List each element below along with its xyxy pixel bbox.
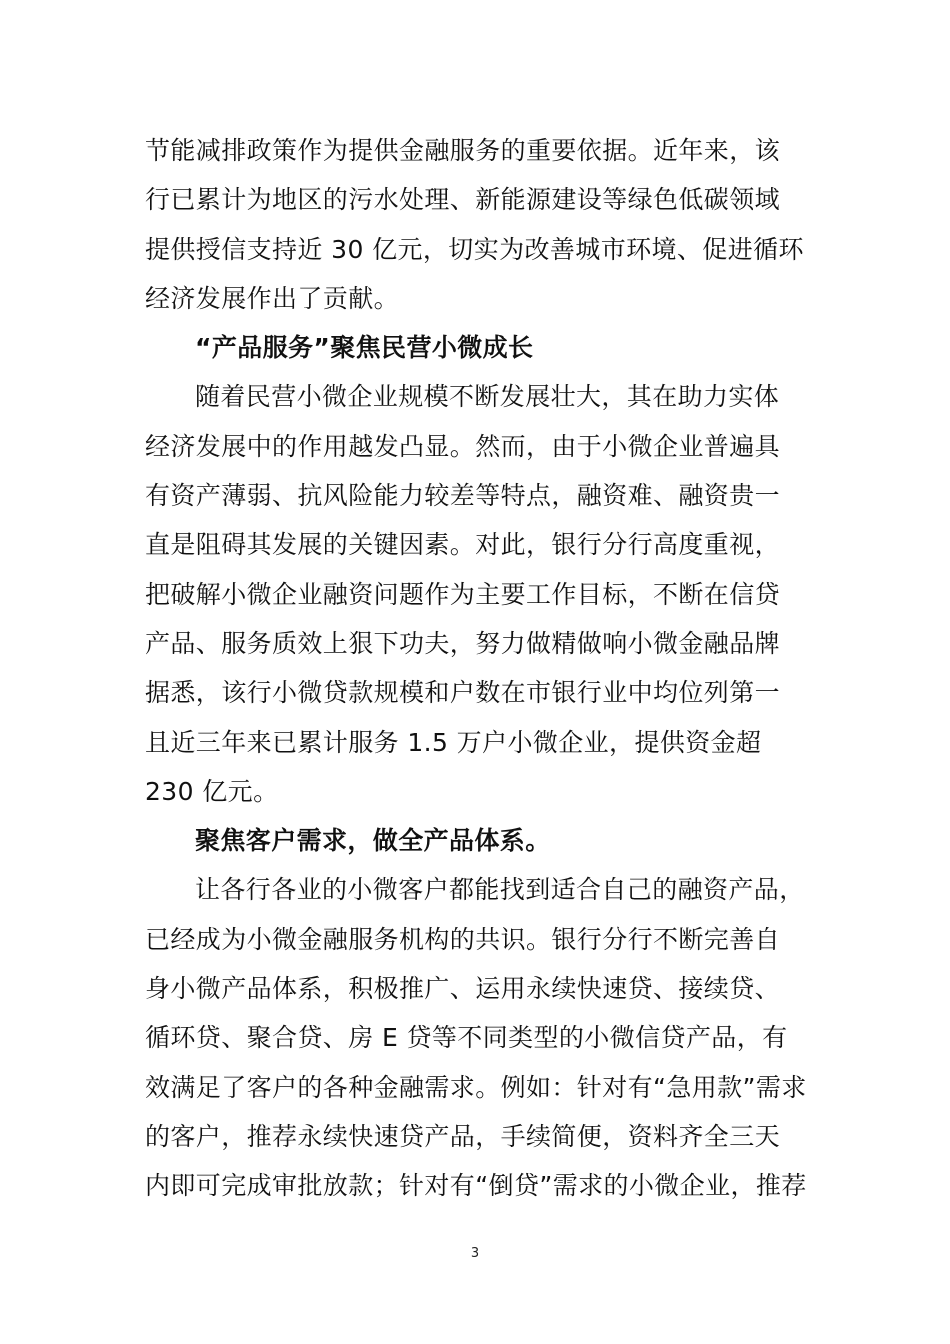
section-heading: 聚焦客户需求，做全产品体系。 <box>195 826 551 856</box>
paragraph <box>145 126 825 323</box>
text-line: 产品、服务质效上狠下功夫，努力做精做响小微金融品牌 <box>145 628 781 658</box>
text-line: 内即可完成审批放款；针对有“倒贷”需求的小微企业，推荐 <box>145 1171 807 1201</box>
text-line: 身小微产品体系，积极推广、运用永续快速贷、接续贷、 <box>145 974 781 1004</box>
text-line: 把破解小微企业融资问题作为主要工作目标，不断在信贷 <box>145 579 781 609</box>
text-line: 让各行各业的小微客户都能找到适合自己的融资产品， <box>195 875 805 905</box>
text-line: 提供授信支持近 30 亿元，切实为改善城市环境、促进循环 <box>145 234 804 264</box>
text-line: 经济发展作出了贡献。 <box>145 283 400 313</box>
text-line: 直是阻碍其发展的关键因素。对此，银行分行高度重视， <box>145 530 781 560</box>
text-line: 节能减排政策作为提供金融服务的重要依据。近年来，该 <box>145 136 781 165</box>
paragraph <box>145 372 825 816</box>
text-line: 行已累计为地区的污水处理、新能源建设等绿色低碳领域 <box>145 185 781 215</box>
text-line: 循环贷、聚合贷、房 E 贷等不同类型的小微信贷产品，有 <box>145 1023 788 1053</box>
text-line: 经济发展中的作用越发凸显。然而，由于小微企业普遍具 <box>145 431 781 461</box>
page-number: 3 <box>470 1246 480 1261</box>
section-heading: “产品服务”聚焦民营小微成长 <box>195 333 534 363</box>
text-line: 已经成为小微金融服务机构的共识。银行分行不断完善自 <box>145 924 781 954</box>
text-line: 230 亿元。 <box>145 776 279 806</box>
text-line: 据悉，该行小微贷款规模和户数在市银行业中均位列第一 <box>145 678 781 708</box>
text-line: 随着民营小微企业规模不断发展壮大，其在助力实体 <box>195 382 780 412</box>
text-line: 有资产薄弱、抗风险能力较差等特点，融资难、融资贵一 <box>145 481 781 511</box>
text-line: 效满足了客户的各种金融需求。例如：针对有“急用款”需求 <box>145 1072 807 1102</box>
text-line: 的客户，推荐永续快速贷产品，手续简便，资料齐全三天 <box>145 1121 781 1151</box>
paragraph <box>145 865 825 1210</box>
document-body <box>145 126 825 1211</box>
text-line: 且近三年来已累计服务 1.5 万户小微企业，提供资金超 <box>145 727 762 757</box>
